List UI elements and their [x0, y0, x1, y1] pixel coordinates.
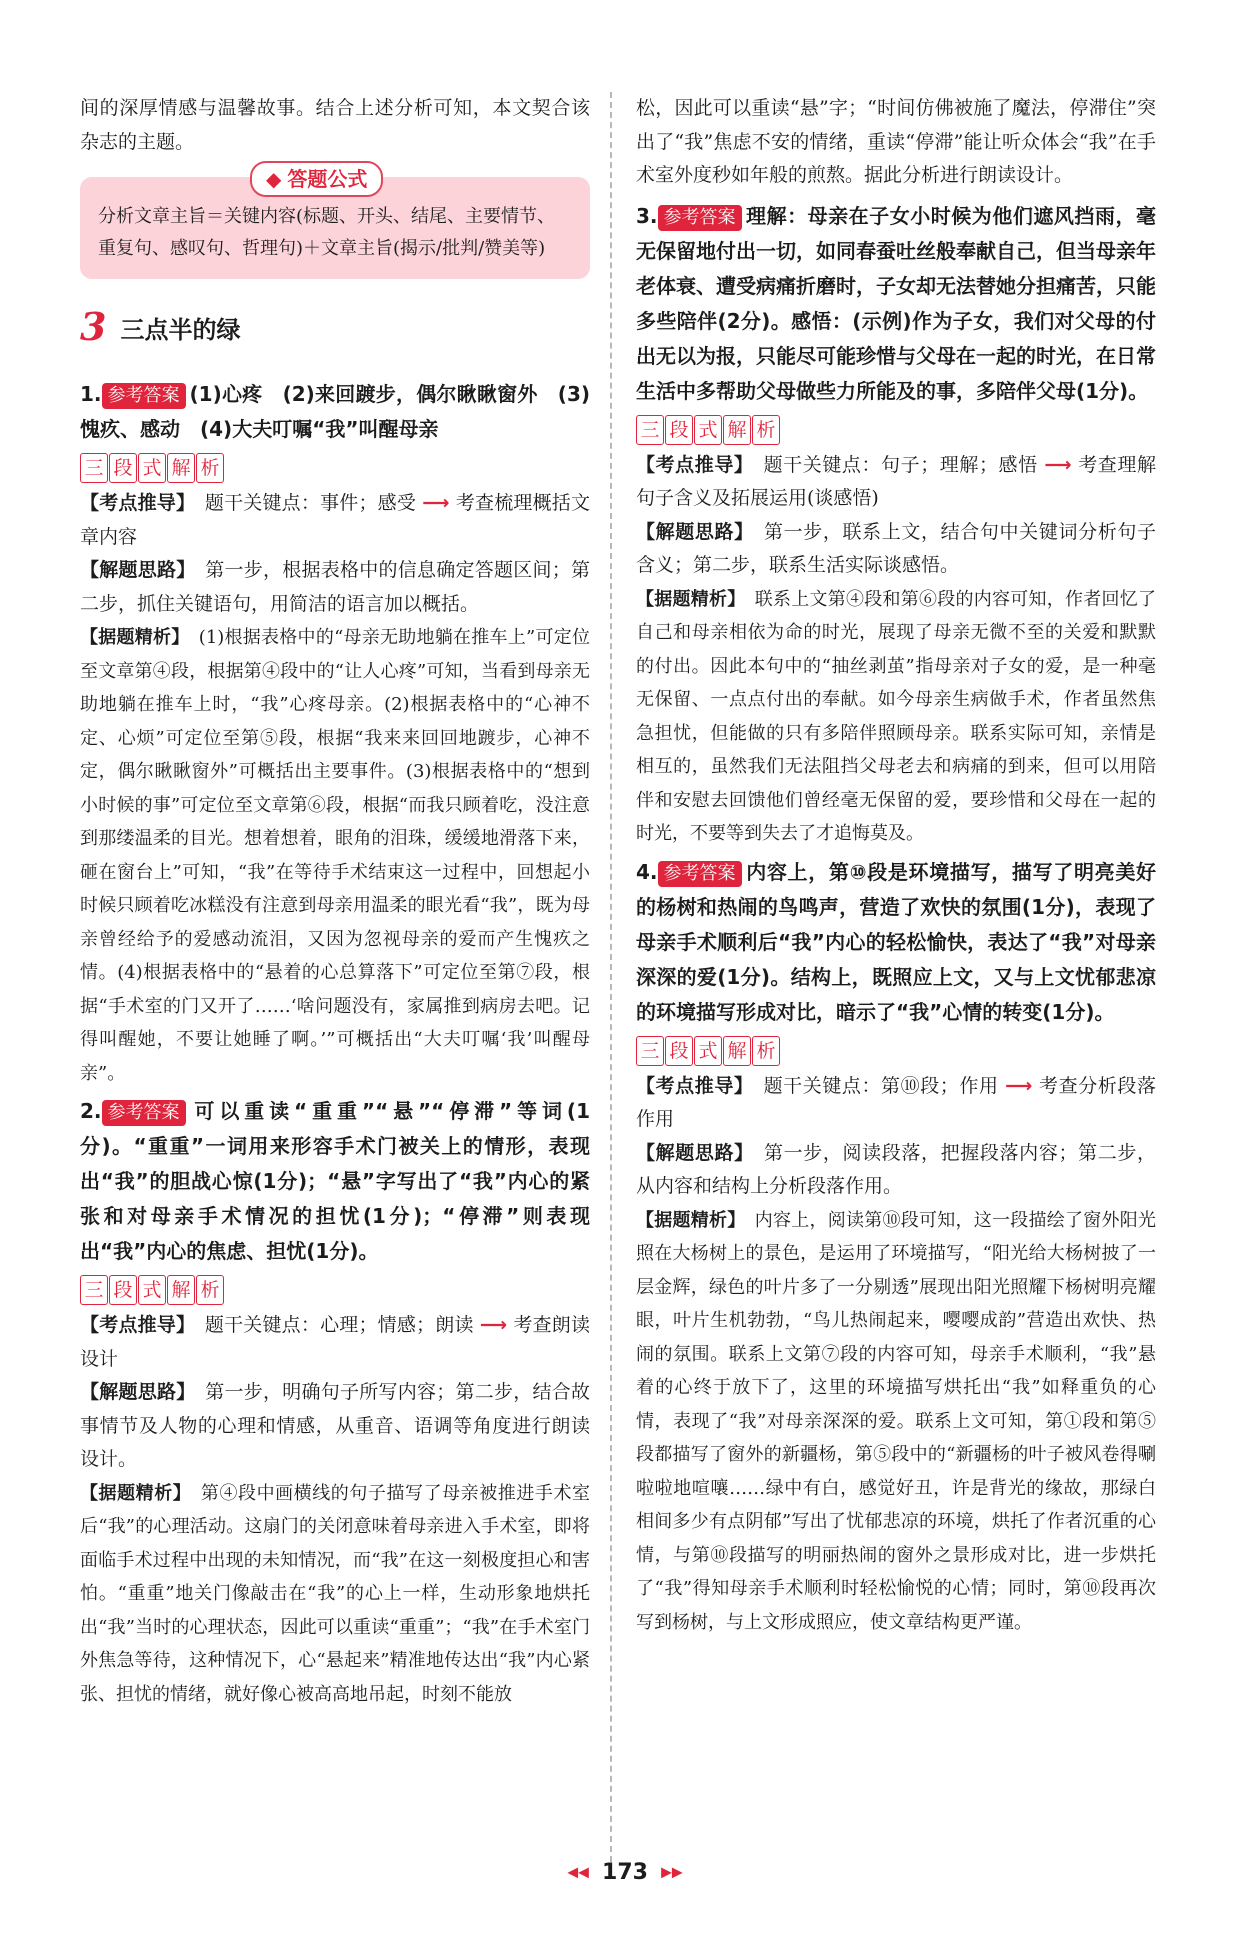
q4-answer-tag: 参考答案: [658, 861, 742, 887]
q1-kaodian: [80, 487, 590, 554]
intro-paragraph: 间的深厚情感与温馨故事。结合上述分析可知，本文契合该杂志的主题。: [80, 97, 590, 153]
q4-number: 4.: [636, 859, 658, 884]
tag-char: 解: [723, 1036, 751, 1066]
column-divider: [610, 92, 612, 1862]
q2-silu: [80, 1376, 590, 1477]
q4-analysis-tag: [636, 1036, 781, 1066]
tag-char: 段: [109, 453, 137, 483]
question-1: [80, 377, 590, 1090]
q4-answer: 内容上，第⑩段是环境描写，描写了明亮美好的杨树和热闹的鸟鸣声，营造了欢快的氛围(1分)，表现了母亲手术顺利后“我”内心的轻松愉快，表达了“我”对母亲深深的爱(1分)。结构上，既照应上文，又与上文忧郁悲凉的环境描写形成对比，暗示了“我”心情的转变(1分)。: [636, 859, 1156, 1024]
tag-char: 三: [80, 453, 108, 483]
double-left-arrow-icon: ◀◀: [567, 1864, 589, 1881]
jingxi-label: 【据题精析】: [636, 1209, 737, 1231]
q2-answer: 可以重读“重重”“悬”“停滞”等词(1分)。“重重”一词用来形容手术门被关上的情形，表现出“我”的胆战心惊(1分)；“悬”字写出了“我”内心的紧张和对母亲手术情况的担忧(1分)；“停滞”则表现出“我”内心的焦虑、担忧(1分)。: [80, 1099, 590, 1263]
kaodian-result: 考查分析段落作用: [636, 1074, 1156, 1130]
tag-char: 析: [752, 1036, 780, 1066]
tag-char: 式: [138, 1275, 166, 1305]
kaodian-text: 题干关键点：事件；感受: [204, 492, 417, 514]
jingxi-text: 内容上，阅读第⑩段可知，这一段描绘了窗外阳光照在大杨树上的景色，是运用了环境描写，“阳光给大杨树披了一层金辉，绿色的叶片多了一分剔透”展现出阳光照耀下杨树明亮耀眼，叶片生机勃勃，“鸟儿热闹起来，嘤嘤成韵”营造出欢快、热闹的氛围。联系上文第⑦段的内容可知，母亲手术顺利，“我”悬着的心终于放下了，这里的环境描写烘托出“我”如释重负的心情，表现了“我”对母亲深深的爱。联系上文可知，第①段和第⑤段都描写了窗外的新疆杨，第⑤段中的“新疆杨的叶子被风卷得唰啦啦地喧嚷……绿中有白，感觉好丑，许是背光的缘故，那绿白相间多少有点阴郁”写出了忧郁悲凉的环境，烘托了作者沉重的心情，与第⑩段描写的明丽热闹的窗外之景形成对比，进一步烘托了“我”得知母亲手术顺利时轻松愉悦的心情；同时，第⑩段再次写到杨树，与上文形成照应，使文章结构更严谨。: [636, 1209, 1156, 1633]
tag-char: 段: [109, 1275, 137, 1305]
jingxi-label: 【据题精析】: [80, 1482, 183, 1504]
kaodian-label: 【考点推导】: [636, 453, 744, 476]
tag-char: 三: [636, 1036, 664, 1066]
silu-label: 【解题思路】: [636, 1141, 745, 1164]
q1-jingxi: [80, 621, 590, 1090]
continued-paragraph: 松，因此可以重读“悬”字；“时间仿佛被施了魔法，停滞住”突出了“我”焦虑不安的情绪，重读“停滞”能让听众体会“我”在手术室外度秒如年般的煎熬。据此分析进行朗读设计。: [636, 97, 1156, 186]
q3-answer: 理解：母亲在子女小时候为他们遮风挡雨，毫无保留地付出一切，如同春蚕吐丝般奉献自己，但当母亲年老体衰、遭受病痛折磨时，子女却无法替她分担痛苦，只能多些陪伴(2分)。感悟：(示例)作为子女，我们对父母的付出无以为报，只能尽可能珍惜与父母在一起的时光，在日常生活中多帮助父母做些力所能及的事，多陪伴父母(1分)。: [636, 203, 1156, 403]
jingxi-text: (1)根据表格中的“母亲无助地躺在推车上”可定位至文章第④段，根据第④段中的“让人心疼”可知，当看到母亲无助地躺在推车上时，“我”心疼母亲。(2)根据表格中的“心神不定、心烦”可定位至第⑤段，根据“我来来回回地踱步，心神不定，偶尔瞅瞅窗外”可概括出主要事件。(3)根据表格中的“想到小时候的事”可定位至文章第⑥段，根据“而我只顾着吃，没注意到那缕温柔的目光。想着想着，眼角的泪珠，缓缓地滑落下来，砸在窗台上”可知，“我”在等待手术结束这一过程中，回想起小时候只顾着吃冰糕没有注意到母亲用温柔的眼光看“我”，既为母亲曾经给予的爱感动流泪，又因为忽视母亲的爱而产生愧疚之情。(4)根据表格中的“悬着的心总算落下”可定位至第⑦段，根据“手术室的门又开了……‘啥问题没有，家属推到病房去吧。记得叫醒她，不要让她睡了啊。’”可概括出“大夫叮嘱‘我’叫醒母亲”。: [80, 627, 591, 1084]
q3-silu: [636, 516, 1156, 583]
question-2: [80, 1094, 590, 1711]
q2-analysis-tag: [80, 1275, 225, 1305]
q3-answer-line: [636, 199, 1156, 409]
question-4: [636, 855, 1156, 1640]
diamond-icon: ◆: [266, 167, 282, 191]
q3-jingxi: [636, 583, 1156, 851]
q1-number: 1.: [80, 382, 102, 406]
tag-char: 式: [694, 1036, 722, 1066]
jingxi-label: 【据题精析】: [80, 627, 181, 648]
kaodian-label: 【考点推导】: [80, 1314, 186, 1336]
right-column: [636, 92, 1156, 1639]
q1-answer-line: [80, 377, 590, 447]
arrow-icon: ⟶: [1005, 1074, 1033, 1097]
tag-char: 析: [196, 453, 224, 483]
kaodian-result: 考查朗读设计: [80, 1314, 590, 1370]
jingxi-text: 第④段中画横线的句子描写了母亲被推进手术室后“我”的心理活动。这扇门的关闭意味着母亲进入手术室，即将面临手术过程中出现的未知情况，而“我”在这一刻极度担心和害怕。“重重”地关门像敲击在“我”的心上一样，生动形象地烘托出“我”当时的心理状态，因此可以重读“重重”；“我”在手术室门外焦急等待，这种情况下，心“悬起来”精准地传达出“我”内心紧张、担忧的情绪，就好像心被高高地吊起，时刻不能放: [80, 1482, 591, 1705]
q3-answer-tag: 参考答案: [658, 205, 742, 231]
kaodian-result: 考查梳理概括文章内容: [80, 492, 590, 548]
arrow-icon: ⟶: [422, 492, 450, 514]
kaodian-label: 【考点推导】: [636, 1074, 744, 1097]
tag-char: 式: [138, 453, 166, 483]
q3-kaodian: [636, 449, 1156, 516]
section-header: [80, 304, 590, 349]
jingxi-label: 【据题精析】: [636, 588, 737, 610]
tag-char: 三: [636, 415, 664, 445]
double-right-arrow-icon: ▶▶: [661, 1864, 683, 1881]
tag-char: 析: [752, 415, 780, 445]
question-3: [636, 199, 1156, 851]
tag-char: 段: [665, 1036, 693, 1066]
q2-answer-line: [80, 1094, 590, 1269]
arrow-icon: ⟶: [1044, 453, 1072, 476]
arrow-icon: ⟶: [479, 1314, 508, 1336]
q3-analysis-tag: [636, 415, 781, 445]
silu-label: 【解题思路】: [80, 1381, 186, 1403]
tag-char: 解: [167, 1275, 195, 1305]
formula-title: 答题公式: [287, 167, 368, 191]
silu-text: 第一步，根据表格中的信息确定答题区间；第二步，抓住关键语句，用简洁的语言加以概括。: [80, 559, 590, 615]
q4-kaodian: [636, 1070, 1156, 1137]
tag-char: 析: [196, 1275, 224, 1305]
page-footer: [0, 1860, 1250, 1900]
silu-text: 第一步，阅读段落，把握段落内容；第二步，从内容和结构上分析段落作用。: [636, 1141, 1156, 1197]
tag-char: 式: [694, 415, 722, 445]
q2-answer-tag: 参考答案: [102, 1100, 186, 1126]
tag-char: 解: [723, 415, 751, 445]
kaodian-text: 题干关键点：句子；理解；感悟: [763, 453, 1038, 476]
section-number: 3: [80, 304, 107, 349]
q2-kaodian: [80, 1309, 590, 1376]
q4-answer-line: [636, 855, 1156, 1030]
section-title: 三点半的绿: [120, 315, 241, 344]
q4-jingxi: [636, 1204, 1156, 1640]
silu-label: 【解题思路】: [80, 559, 186, 581]
tag-char: 三: [80, 1275, 108, 1305]
page-number: 173: [602, 1860, 648, 1885]
q1-answer-tag: 参考答案: [102, 383, 186, 409]
q1-analysis-tag: [80, 453, 225, 483]
formula-title-pill: [250, 161, 383, 197]
tag-char: 解: [167, 453, 195, 483]
tag-char: 段: [665, 415, 693, 445]
silu-text: 第一步，明确句子所写内容；第二步，结合故事情节及人物的心理和情感，从重音、语调等角度进行朗读设计。: [80, 1381, 590, 1470]
q4-silu: [636, 1137, 1156, 1204]
q2-number: 2.: [80, 1099, 102, 1123]
jingxi-text: 联系上文第④段和第⑥段的内容可知，作者回忆了自己和母亲相依为命的时光，展现了母亲无微不至的关爱和默默的付出。因此本句中的“抽丝剥茧”指母亲对子女的爱，是一种毫无保留、一点点付出的奉献。如今母亲生病做手术，作者虽然焦急担忧，但能做的只有多陪伴照顾母亲。联系实际可知，亲情是相互的，虽然我们无法阻挡父母老去和病痛的到来，但可以用陪伴和安慰去回馈他们曾经毫无保留的爱，要珍惜和父母在一起的时光，不要等到失去了才追悔莫及。: [636, 588, 1156, 844]
kaodian-result: 考查理解句子含义及拓展运用(谈感悟): [636, 453, 1156, 509]
kaodian-text: 题干关键点：心理；情感；朗读: [204, 1314, 474, 1336]
q1-silu: [80, 554, 590, 621]
q1-answer: (1)心疼 (2)来回踱步，偶尔瞅瞅窗外 (3)愧疚、感动 (4)大夫叮嘱“我”叫醒母亲: [80, 382, 590, 441]
kaodian-label: 【考点推导】: [80, 492, 186, 514]
q3-number: 3.: [636, 203, 658, 228]
formula-body: 分析文章主旨＝关键内容(标题、开头、结尾、主要情节、重复句、感叹句、哲理句)＋文章主旨(揭示/批判/赞美等): [98, 206, 556, 259]
left-column: [80, 92, 590, 1711]
silu-label: 【解题思路】: [636, 520, 745, 543]
kaodian-text: 题干关键点：第⑩段；作用: [763, 1074, 999, 1097]
formula-section: [80, 167, 590, 279]
silu-text: 第一步，联系上文，结合句中关键词分析句子含义；第二步，联系生活实际谈感悟。: [636, 520, 1156, 576]
q2-jingxi: [80, 1477, 590, 1712]
